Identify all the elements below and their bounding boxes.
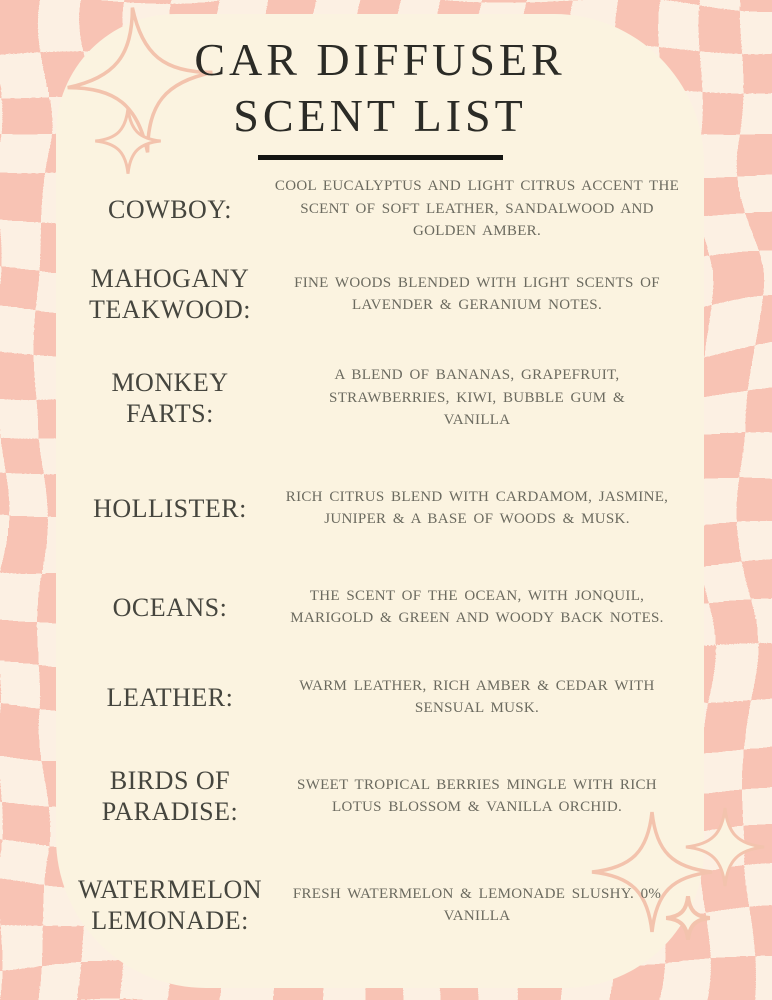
scent-description: RICH CITRUS BLEND WITH CARDAMOM, JASMINE, JUNIPER & A BASE OF WOODS & MUSK.	[285, 488, 669, 528]
scent-name: OCEANS:	[112, 592, 228, 622]
scent-row	[66, 740, 694, 852]
scent-description: THE SCENT OF THE OCEAN, WITH JONQUIL, MARIGOLD & GREEN AND WOODY BACK NOTES.	[290, 587, 664, 627]
scent-row	[66, 456, 694, 560]
scent-row	[66, 170, 694, 248]
scent-description: SWEET TROPICAL BERRIES MINGLE WITH RICH LOTUS BLOSSOM & VANILLA ORCHID.	[297, 776, 657, 816]
scent-name: LEATHER:	[106, 682, 234, 712]
scent-row	[66, 654, 694, 740]
title-underline	[258, 155, 503, 160]
page-title-line2: SCENT LIST	[233, 90, 527, 142]
poster-content	[56, 14, 704, 988]
scent-description: FRESH WATERMELON & LEMONADE SLUSHY. 0% VANILLA	[292, 885, 662, 925]
scent-row	[66, 852, 694, 958]
scent-list	[66, 170, 694, 958]
scent-description: COOL EUCALYPTUS AND LIGHT CITRUS ACCENT THE SCENT OF SOFT LEATHER, SANDALWOOD AND GOLDEN AMBER.	[274, 178, 680, 240]
scent-row	[66, 248, 694, 340]
scent-description: A BLEND OF BANANAS, GRAPEFRUIT, STRAWBERRIES, KIWI, BUBBLE GUM & VANILLA	[329, 367, 625, 429]
page-title-line1: CAR DIFFUSER	[194, 34, 566, 85]
scent-description: WARM LEATHER, RICH AMBER & CEDAR WITH SENSUAL MUSK.	[299, 677, 655, 717]
scent-name: BIRDS OF PARADISE:	[101, 766, 239, 827]
page-title	[66, 32, 694, 144]
scent-name: MAHOGANY TEAKWOOD:	[89, 264, 251, 325]
scent-row	[66, 340, 694, 456]
scent-name: COWBOY:	[108, 194, 232, 224]
scent-name: HOLLISTER:	[93, 493, 247, 523]
scent-name: WATERMELON LEMONADE:	[77, 875, 263, 936]
scent-name: MONKEY FARTS:	[111, 368, 229, 429]
scent-row	[66, 560, 694, 654]
scent-description: FINE WOODS BLENDED WITH LIGHT SCENTS OF LAVENDER & GERANIUM NOTES.	[294, 274, 660, 314]
